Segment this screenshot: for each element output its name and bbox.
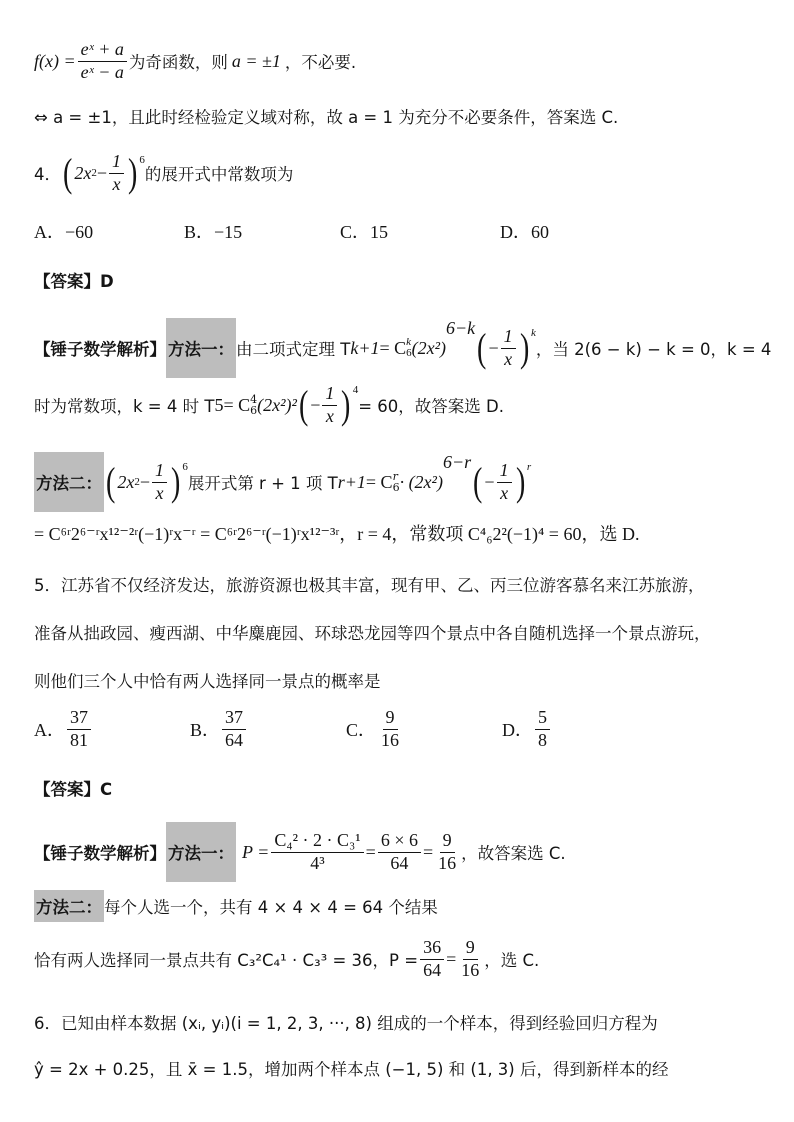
- fraction-numerator: 6 × 6: [378, 831, 421, 853]
- expr-exponent: 2: [91, 167, 97, 180]
- answer-label: 【答案】C: [34, 780, 113, 799]
- text-segment: ⇔ a = ±1，且此时经检验定义域对称，故 a = 1 为充分不必要条件，答案选 C.: [34, 108, 619, 127]
- math-segment: = C: [379, 337, 407, 358]
- sup: r: [392, 470, 398, 483]
- equals: =: [422, 841, 434, 862]
- text-line-1: [34, 40, 774, 83]
- math-segment: P =: [242, 841, 270, 862]
- power: r: [526, 460, 532, 473]
- option-label: C．: [346, 720, 377, 741]
- question-6-line-2: [34, 1056, 774, 1080]
- option-c: C．15: [340, 222, 389, 242]
- text-segment: 展开式第 r + 1 项 T: [187, 474, 338, 493]
- question-number: 4．: [34, 165, 61, 185]
- fraction: [271, 831, 363, 874]
- text-segment: = 60，故答案选 D.: [358, 397, 504, 417]
- text-segment: ，当 2(6 − k) − k = 0，k = 4: [535, 340, 772, 359]
- option-c: [346, 708, 502, 751]
- question-5-line-3: [34, 668, 774, 692]
- option-b: B．−15: [184, 222, 243, 242]
- paren-fraction: ( − $\frac{1}{x}$ ) $^4$: [298, 382, 359, 428]
- math-segment: = C: [223, 394, 251, 415]
- fraction-numerator: 5: [535, 708, 550, 730]
- paren-fraction: ( − $\frac{1}{x}$ ) $^k$: [477, 325, 536, 370]
- method-label: 方法一：: [166, 318, 236, 378]
- analysis-tag: 【锤子数学解析】: [34, 340, 166, 359]
- expr-power: 6: [139, 154, 145, 166]
- sub: 6: [392, 481, 400, 494]
- binomial-expression: ( 2x 2 − $\frac{1}{x}$ ) $^6$: [62, 150, 145, 196]
- text-segment: ，故答案选 C.: [461, 844, 566, 863]
- method-label: 方法一：: [166, 822, 236, 882]
- power: k: [530, 326, 536, 339]
- question-4-options: [34, 218, 774, 244]
- fraction-numerator: 9: [383, 708, 398, 730]
- question-5-method-2: [34, 890, 774, 922]
- text-segment: 每个人选一个，共有 4 × 4 × 4 = 64 个结果: [104, 898, 438, 917]
- text-segment: 为奇函数，则: [128, 53, 228, 73]
- binomial-expression: ( 2x 2 − $\frac{1}{x}$ ) $^6$: [105, 459, 188, 504]
- subscript: k+1: [350, 337, 380, 358]
- expr-term: 2x: [74, 162, 92, 183]
- question-5-line-1: [34, 572, 774, 596]
- option-label: B．: [190, 720, 221, 741]
- fraction-numerator: 37: [222, 708, 246, 730]
- fraction-denominator: 8: [538, 729, 547, 750]
- option-d: [502, 708, 552, 751]
- analysis-tag: 【锤子数学解析】: [34, 844, 166, 863]
- answer-label: 【答案】D: [34, 272, 114, 291]
- subscript: 5: [214, 394, 224, 415]
- math-segment: · (2x²): [399, 471, 443, 492]
- fraction: [458, 938, 482, 981]
- text-segment: 由二项式定理 T: [236, 340, 351, 359]
- question-6-line-1: [34, 1010, 774, 1034]
- option-label: A．: [34, 720, 65, 741]
- fraction-denominator: 16: [381, 729, 400, 750]
- fraction-numerator: 36: [420, 938, 444, 960]
- combination: [393, 471, 400, 493]
- fraction-denominator: x: [325, 405, 334, 426]
- math-segment: = C: [365, 471, 393, 492]
- expr-minus: −: [96, 162, 107, 183]
- method-label: 方法二：: [34, 890, 104, 922]
- text-line-2: [34, 104, 774, 128]
- fraction-numerator: 1: [322, 384, 337, 406]
- question-text: 6．已知由样本数据 (xᵢ, yᵢ)(i = 1, 2, 3, ···, 8) 组成的一个样本，得到经验回归方程为: [34, 1014, 658, 1033]
- fraction-denominator: eˣ − a: [80, 61, 124, 82]
- question-4-answer: [34, 268, 774, 292]
- question-text: 准备从拙政园、瘦西湖、中华麋鹿园、环球恐龙园等四个景点中各自随机选择一个景点游玩，: [34, 624, 711, 643]
- fraction-numerator: 1: [501, 327, 516, 349]
- math-fx: f(x) =: [34, 50, 76, 71]
- question-4-method-1: [34, 318, 774, 378]
- option-label: D．: [502, 720, 533, 741]
- fraction-denominator: x: [504, 348, 513, 369]
- fraction-denominator: 64: [225, 729, 244, 750]
- math-line: = C⁶ʳ2⁶⁻ʳx¹²⁻²ʳ(−1)ʳx⁻ʳ = C⁶ʳ2⁶⁻ʳ(−1)ʳx¹²⁻³ʳ，r = 4，常数项 C⁴₆2²(−1)⁴ = 60，选 D.: [34, 524, 640, 544]
- sub: 6: [250, 404, 258, 418]
- fraction-numerator: 1: [109, 152, 124, 174]
- fraction-denominator: 16: [461, 959, 480, 980]
- fraction-denominator: x: [112, 173, 121, 194]
- question-text: ŷ = 2x + 0.25，且 x̄ = 1.5，增加两个样本点 (−1, 5) 和 (1, 3) 后，得到新样本的经: [34, 1060, 669, 1079]
- text-segment: 恰有两人选择同一景点共有 C₃²C₄¹ · C₃³ = 36，P =: [34, 951, 419, 971]
- question-5-options: [34, 708, 774, 751]
- fraction-denominator: 64: [423, 959, 442, 980]
- fraction-denominator: 64: [390, 852, 409, 873]
- sup: k: [406, 336, 412, 348]
- expr-fraction: [109, 152, 124, 195]
- fraction-denominator: 4³: [310, 852, 325, 873]
- equals: =: [365, 841, 376, 862]
- question-5-answer: [34, 776, 774, 800]
- superscript: 6−r: [442, 452, 472, 472]
- question-text: 的展开式中常数项为: [144, 165, 294, 185]
- question-4-method-2: [34, 452, 774, 512]
- question-5-method-1: [34, 822, 774, 882]
- sub: 6: [406, 347, 412, 359]
- text-segment: 时为常数项，k = 4 时 T: [34, 397, 215, 417]
- fraction-exp: [78, 40, 127, 83]
- math-segment: (2x²)²: [257, 394, 297, 415]
- superscript: 6−k: [446, 318, 476, 338]
- combination: [250, 394, 257, 416]
- text-segment: ，不必要.: [284, 53, 357, 73]
- fraction: [378, 831, 421, 874]
- math-segment: a = ±1: [231, 50, 281, 71]
- fraction-numerator: C₄² · 2 · C₃¹: [271, 831, 363, 853]
- fraction-denominator: 16: [438, 852, 457, 873]
- question-4-stem: [34, 152, 774, 195]
- question-5-line-2: [34, 620, 774, 644]
- option-a: [34, 708, 190, 751]
- fraction: [435, 831, 459, 874]
- question-text: 则他们三个人中恰有两人选择同一景点的概率是: [34, 672, 381, 691]
- option-d: D．60: [500, 222, 549, 242]
- text-segment: ，选 C.: [484, 951, 540, 971]
- question-text: 5．江苏省不仅经济发达，旅游资源也极其丰富，现有甲、乙、丙三位游客慕名来江苏旅游，: [34, 576, 705, 595]
- question-4-method-1-cont: [34, 384, 774, 427]
- math-segment: (2x²): [411, 337, 447, 358]
- fraction-numerator: 9: [440, 831, 455, 853]
- question-5-method-2-cont: 恰有两人选择同一景点共有 C₃²C₄¹ · C₃³ = 36，P = $\frac{36}{64}$ = $\frac{9}{16}$ ，选 C.: [34, 937, 540, 980]
- question-4-method-2-cont: [34, 520, 774, 546]
- sup: 4: [250, 393, 258, 407]
- power: 4: [352, 384, 359, 396]
- option-a: A．−60: [34, 222, 94, 242]
- fraction-numerator: 37: [67, 708, 91, 730]
- method-label: 方法二：: [34, 452, 104, 512]
- option-b: [190, 708, 346, 751]
- fraction: [420, 938, 444, 981]
- fraction-denominator: 81: [70, 729, 88, 750]
- subscript: r+1: [337, 471, 366, 492]
- fraction-numerator: eˣ + a: [78, 40, 127, 62]
- paren-fraction: ( − $\frac{1}{x}$ ) $^r$: [473, 459, 532, 504]
- fraction-numerator: 9: [463, 938, 478, 960]
